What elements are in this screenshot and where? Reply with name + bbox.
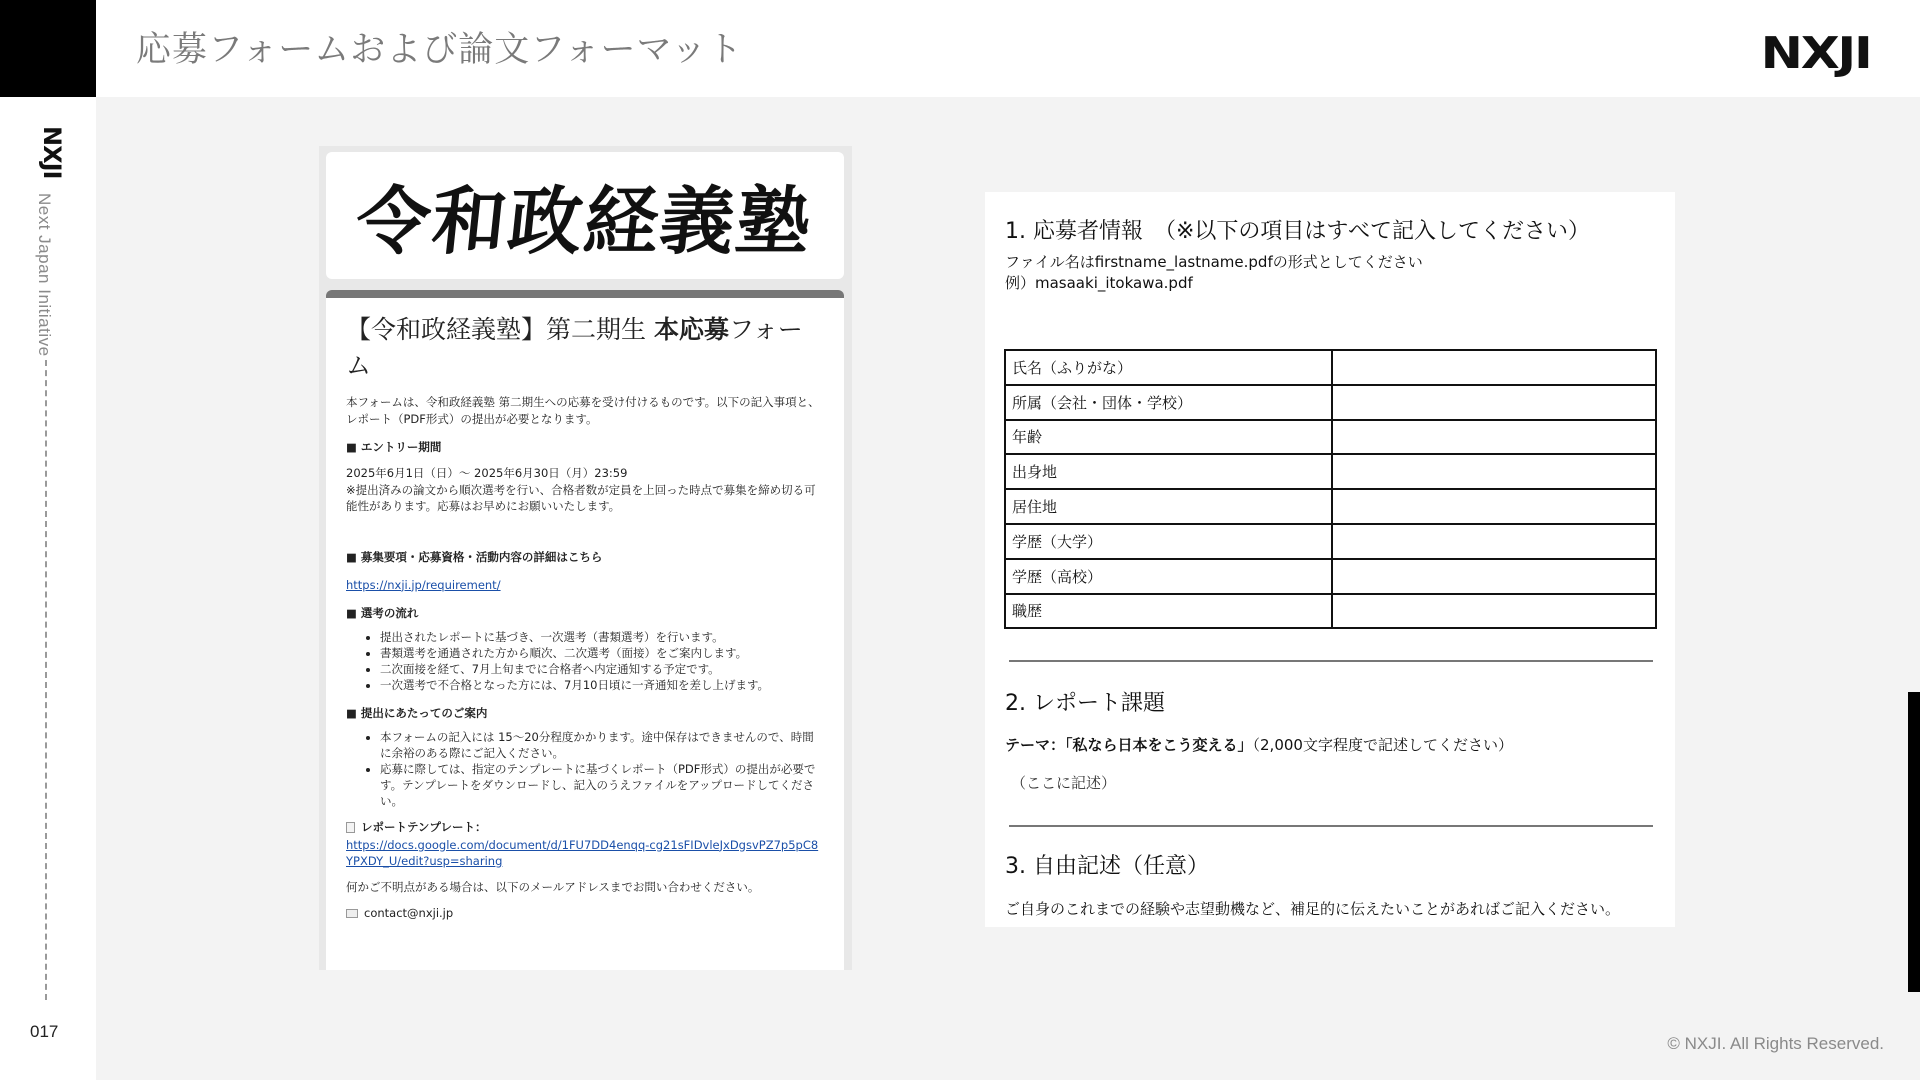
free-text-note: ご自身のこれまでの経験や志望動機など、補足的に伝えたいことがあればご記入ください。	[1005, 900, 1621, 918]
rail-logo: NXJI	[38, 126, 66, 179]
rail-tagline: Next Japan Initiative	[35, 193, 54, 357]
details-heading: ■ 募集要項・応募資格・活動内容の詳細はこちら	[346, 549, 603, 564]
slide-header	[96, 0, 1920, 97]
rail-dashed-line	[45, 360, 47, 1000]
copyright: © NXJI. All Rights Reserved.	[1667, 1034, 1884, 1053]
form-banner	[326, 152, 844, 279]
value-cell	[1332, 594, 1656, 629]
list-item: • 一次選考で不合格となった方には、7月10日頃に一斉通知を差し上げます。	[380, 677, 824, 693]
entry-note: ※提出済みの論文から順次選考を行い、合格者数が定員を上回った時点で募集を締め切る可能性があります。応募はお早めにお願いいたします。	[346, 482, 816, 513]
fill-placeholder: （ここに記述）	[1011, 774, 1117, 792]
contact-text: 何かご不明点がある場合は、以下のメールアドレスまでお問い合わせください。	[346, 879, 760, 894]
divider	[1009, 825, 1653, 827]
table-row: 年齢	[1005, 420, 1656, 455]
value-cell	[1332, 559, 1656, 594]
table-row: 学歴（大学）	[1005, 524, 1656, 559]
contact-email-row	[346, 905, 824, 922]
template-label-row: レポートテンプレート：	[346, 819, 824, 835]
table-row: 職歴	[1005, 594, 1656, 629]
form-heading: 【令和政経義塾】第二期生 本応募フォーム	[346, 315, 803, 380]
form-card	[326, 290, 844, 970]
value-cell	[1332, 420, 1656, 455]
details-link[interactable]: https://nxji.jp/requirement/	[346, 577, 501, 592]
value-cell	[1332, 489, 1656, 524]
value-cell	[1332, 524, 1656, 559]
value-cell	[1332, 454, 1656, 489]
entry-heading: ■ エントリー期間	[346, 440, 442, 454]
notes-heading: ■ 提出にあたってのご案内	[346, 705, 488, 720]
list-item: • 二次面接を経て、7月上旬までに合格者へ内定通知する予定です。	[380, 661, 824, 677]
value-cell	[1332, 350, 1656, 385]
list-item: • 書類選考を通過された方から順次、二次選考（面接）をご案内します。	[380, 645, 824, 661]
section1-title: 1. 応募者情報 （※以下の項目はすべて記入してください）	[1005, 219, 1590, 244]
selection-list	[380, 629, 824, 693]
applicant-info-table	[1004, 349, 1657, 629]
banner-title: 令和政経義塾	[351, 178, 817, 265]
table-row: 氏名（ふりがな）	[1005, 350, 1656, 385]
report-format	[985, 192, 1675, 927]
page-title: 応募フォームおよび論文フォーマット	[136, 30, 744, 70]
table-row: 所属（会社・団体・学校）	[1005, 385, 1656, 420]
template-link[interactable]: https://docs.google.com/document/d/1FU7DD4enqq-cg21sFIDvleJxDgsvPZ7p5pC8YPXDY_U/edit?usp=sharing	[346, 837, 819, 868]
list-item: • 本フォームの記入には 15〜20分程度かかります。途中保存はできませんので、時間に余裕のある際にご記入ください。	[380, 729, 824, 761]
value-cell	[1332, 385, 1656, 420]
list-item: • 提出されたレポートに基づき、一次選考（書類選考）を行います。	[380, 629, 824, 645]
divider	[1009, 660, 1653, 662]
selection-heading: ■ 選考の流れ	[346, 605, 419, 620]
nxji-logo: NXJI	[1760, 28, 1870, 79]
corner-block	[0, 0, 96, 97]
form-intro: 本フォームは、令和政経義塾 第二期生への応募を受け付けるものです。以下の記入事項と、レポート（PDF形式）の提出が必要となります。	[346, 395, 820, 426]
page-number: 017	[30, 1022, 59, 1041]
document-icon	[346, 822, 355, 833]
section3-title: 3. 自由記述（任意）	[1005, 854, 1209, 879]
application-form-screenshot	[319, 146, 852, 970]
table-row: 学歴（高校）	[1005, 559, 1656, 594]
section2-title: 2. レポート課題	[1005, 691, 1165, 716]
right-accent-bar	[1908, 692, 1920, 992]
filename-note: ファイル名はfirstname_lastname.pdfの形式としてください 例）masaaki_itokawa.pdf	[1005, 253, 1423, 292]
notes-list	[380, 729, 824, 809]
table-row: 出身地	[1005, 454, 1656, 489]
email-icon	[346, 909, 358, 918]
report-theme: テーマ：「私なら日本をこう変える」（2,000文字程度で記述してください）	[1005, 736, 1513, 754]
list-item: • 応募に際しては、指定のテンプレートに基づくレポート（PDF形式）の提出が必要です。テンプレートをダウンロードし、記入のうえファイルをアップロードしてください。	[380, 761, 824, 809]
table-row: 居住地	[1005, 489, 1656, 524]
entry-period: 2025年6月1日（日）～ 2025年6月30日（月）23:59	[346, 466, 628, 480]
contact-email: contact@nxji.jp	[364, 906, 454, 920]
